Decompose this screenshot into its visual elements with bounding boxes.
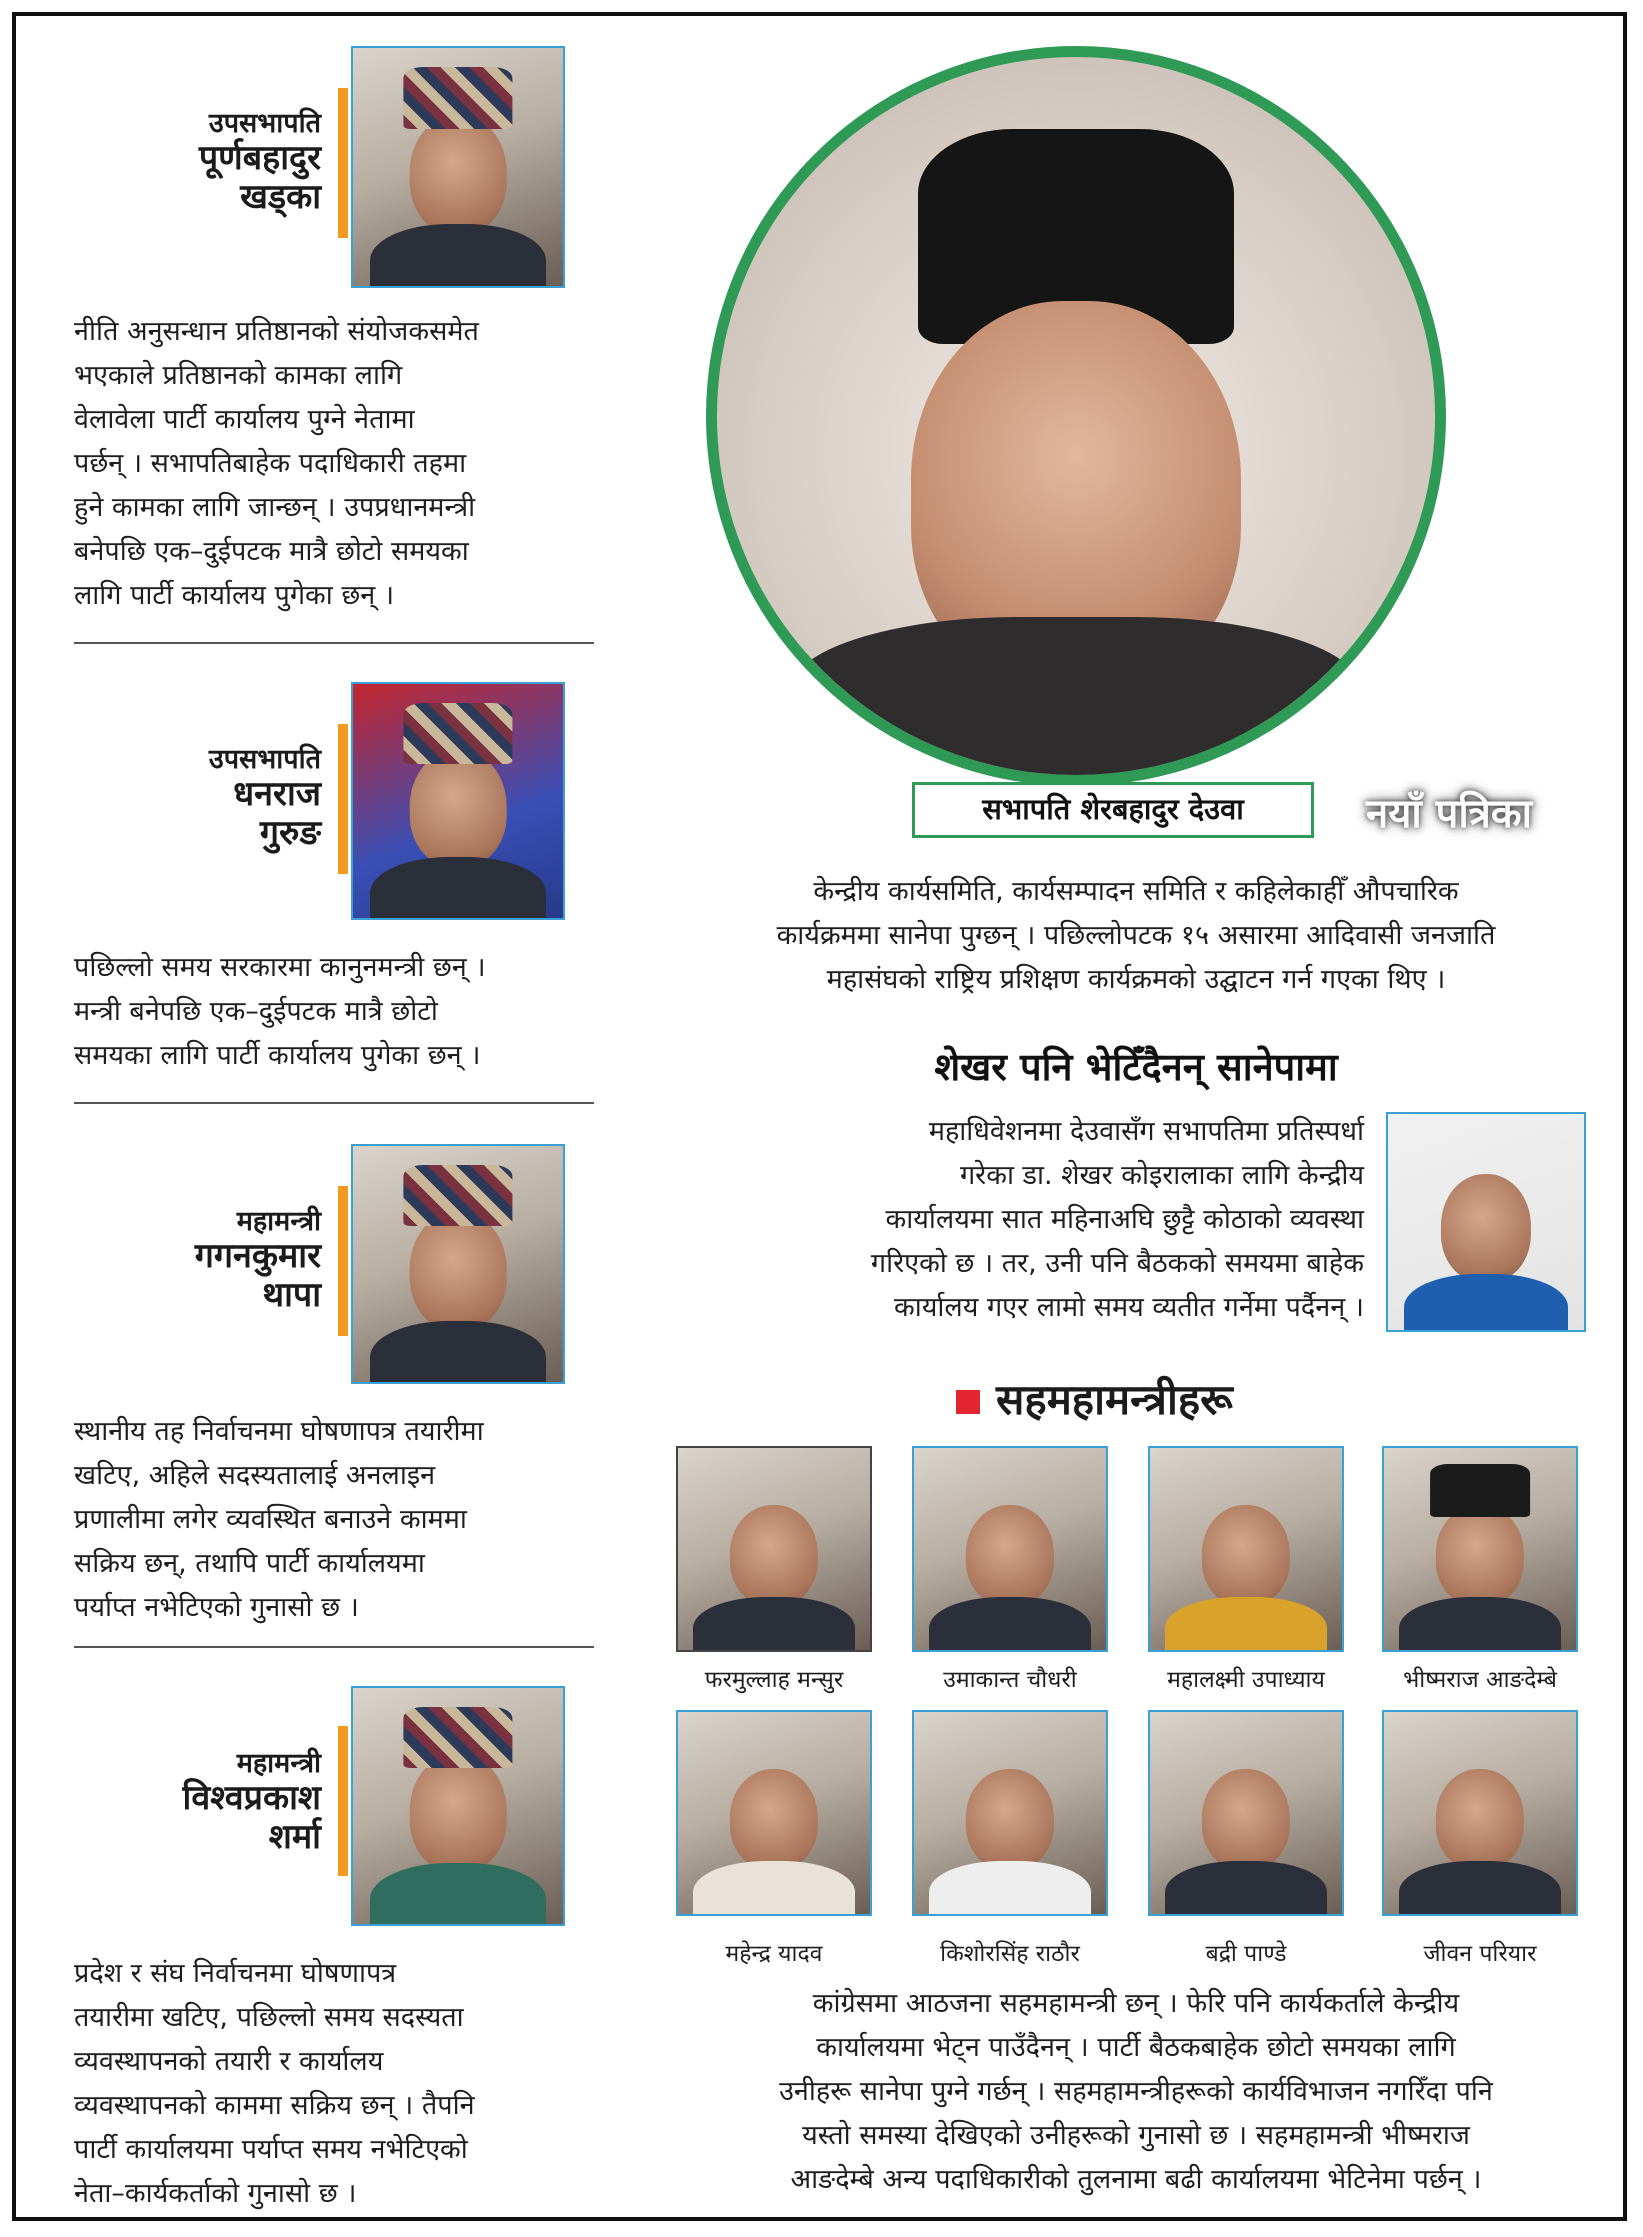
leader-2-name-1: धनराज bbox=[233, 774, 321, 815]
joint-secretary-photo-6 bbox=[912, 1710, 1108, 1916]
shekhar-photo bbox=[1386, 1112, 1586, 1332]
leader-2-title bbox=[106, 744, 321, 853]
joint-secretary-photo-2 bbox=[912, 1446, 1108, 1652]
leader-4-name-2: शर्मा bbox=[268, 1817, 321, 1858]
leader-1-title bbox=[106, 108, 321, 217]
leader-2-accent-bar bbox=[338, 724, 348, 874]
leader-4-role: महामन्त्री bbox=[236, 1748, 321, 1779]
divider-2 bbox=[74, 1102, 594, 1104]
newspaper-page bbox=[12, 12, 1627, 2221]
leader-3-bio: स्थानीय तह निर्वाचनमा घोषणापत्र तयारीमा खटिए, अहिले सदस्यतालाई अनलाइन प्रणालीमा लगेर व्यवस्थित बनाउने काममा सक्रिय छन्, तथापि पार्टी कार्यालयमा पर्याप्त नभेटिएको गुनासो छ । bbox=[74, 1416, 484, 1623]
section-marker bbox=[956, 1390, 980, 1414]
president-text: केन्द्रीय कार्यसमिति, कार्यसम्पादन समिति र कहिलेकाहीँ औपचारिक कार्यक्रममा सानेपा पुग्छन् । पछिल्लोपटक १५ असारमा आदिवासी जनजाति महासंघको राष्ट्रिय प्रशिक्षण कार्यक्रमको उद्घाटन गर्न गएका थिए । bbox=[776, 876, 1496, 995]
shekhar-text: महाधिवेशनमा देउवासँग सभापतिमा प्रतिस्पर्धा गरेका डा. शेखर कोइरालाका लागि केन्द्रीय कार्यालयमा सात महिनाअघि छुट्टै कोठाको व्यवस्था गरिएको छ । तर, उनी पनि बैठकको समयमा बाहेक कार्यालय गएर लामो समय व्यतीत गर्नेमा पर्दैनन् । bbox=[870, 1116, 1364, 1323]
leader-3-title bbox=[106, 1206, 321, 1315]
joint-secretary-photo-1 bbox=[676, 1446, 872, 1652]
joint-secretary-name-6: किशोरसिंह राठौर bbox=[940, 1941, 1080, 1967]
leader-3-name-1: गगनकुमार bbox=[194, 1236, 321, 1277]
leader-2-name-2: गुरुङ bbox=[259, 813, 321, 854]
divider-1 bbox=[74, 642, 594, 644]
leader-1-accent-bar bbox=[338, 88, 348, 238]
leader-1-bio: नीति अनुसन्धान प्रतिष्ठानको संयोजकसमेत भएकाले प्रतिष्ठानको कामका लागि वेलावेला पार्टी कार्यालय पुग्ने नेतामा पर्छन् । सभापतिबाहेक पदाधिकारी तहमा हुने कामका लागि जान्छन् । उपप्रधानमन्त्री बनेपछि एक–दुईपटक मात्रै छोटो समयका लागि पार्टी कार्यालय पुगेका छन् । bbox=[74, 316, 479, 611]
leader-3-accent-bar bbox=[338, 1186, 348, 1336]
president-caption: सभापति शेरबहादुर देउवा bbox=[912, 782, 1314, 838]
joint-secretary-photo-3 bbox=[1148, 1446, 1344, 1652]
joint-secretary-photo-5 bbox=[676, 1710, 872, 1916]
joint-secretary-photo-7 bbox=[1148, 1710, 1344, 1916]
leader-4-accent-bar bbox=[338, 1726, 348, 1876]
joint-secretary-photo-8 bbox=[1382, 1710, 1578, 1916]
leader-3-name-2: थापा bbox=[262, 1275, 321, 1316]
leader-3-role: महामन्त्री bbox=[236, 1206, 321, 1237]
newspaper-watermark: नयाँ पत्रिका bbox=[1366, 791, 1532, 837]
leader-2-photo bbox=[351, 682, 565, 920]
joint-secretaries-text: कांग्रेसमा आठजना सहमहामन्त्री छन् । फेरि पनि कार्यकर्ताले केन्द्रीय कार्यालयमा भेट्न पाउँदैनन् । पार्टी बैठकबाहेक छोटो समयका लागि उनीहरू सानेपा पुग्ने गर्छन् । सहमहामन्त्रीहरूको कार्यविभाजन नगरिँदा पनि यस्तो समस्या देखिएको उनीहरूको गुनासो छ । सहमहामन्त्री भीष्मराज आङदेम्बे अन्य पदाधिकारीको तुलनामा बढी कार्यालयमा भेटिनेमा पर्छन् । bbox=[779, 1988, 1493, 2195]
shekhar-headline: शेखर पनि भेटिँदैनन् सानेपामा bbox=[934, 1045, 1338, 1089]
joint-secretary-name-8: जीवन परियार bbox=[1423, 1941, 1537, 1967]
leader-1-name-1: पूर्णबहादुर bbox=[198, 138, 321, 179]
joint-secretary-name-4: भीष्मराज आङदेम्बे bbox=[1403, 1667, 1557, 1693]
divider-3 bbox=[74, 1646, 594, 1648]
leader-1-photo bbox=[351, 46, 565, 288]
joint-secretary-photo-4 bbox=[1382, 1446, 1578, 1652]
joint-secretaries-heading: सहमहामन्त्रीहरू bbox=[996, 1375, 1233, 1424]
leader-1-name-2: खड्का bbox=[240, 177, 321, 218]
leader-2-bio: पछिल्लो समय सरकारमा कानुनमन्त्री छन् । मन्त्री बनेपछि एक–दुईपटक मात्रै छोटो समयका लागि पार्टी कार्यालय पुगेका छन् । bbox=[74, 952, 486, 1071]
leader-4-name-1: विश्वप्रकाश bbox=[182, 1778, 321, 1819]
leader-3-photo bbox=[351, 1144, 565, 1384]
leader-2-role: उपसभापति bbox=[208, 744, 321, 775]
leader-4-photo bbox=[351, 1686, 565, 1926]
leader-1-role: उपसभापति bbox=[208, 108, 321, 139]
joint-secretary-name-2: उमाकान्त चौधरी bbox=[943, 1667, 1077, 1693]
joint-secretary-name-3: महालक्ष्मी उपाध्याय bbox=[1167, 1667, 1325, 1693]
joint-secretary-name-7: बद्री पाण्डे bbox=[1205, 1941, 1287, 1967]
joint-secretary-name-5: महेन्द्र यादव bbox=[725, 1941, 823, 1967]
leader-4-bio: प्रदेश र संघ निर्वाचनमा घोषणापत्र तयारीमा खटिए, पछिल्लो समय सदस्यता व्यवस्थापनको तयारी र कार्यालय व्यवस्थापनको काममा सक्रिय छन् । तैपनि पार्टी कार्यालयमा पर्याप्त समय नभेटिएको नेता–कार्यकर्ताको गुनासो छ । bbox=[74, 1958, 475, 2209]
president-photo-circle bbox=[706, 46, 1446, 786]
joint-secretary-name-1: फरमुल्लाह मन्सुर bbox=[704, 1667, 844, 1693]
leader-4-title bbox=[106, 1748, 321, 1857]
